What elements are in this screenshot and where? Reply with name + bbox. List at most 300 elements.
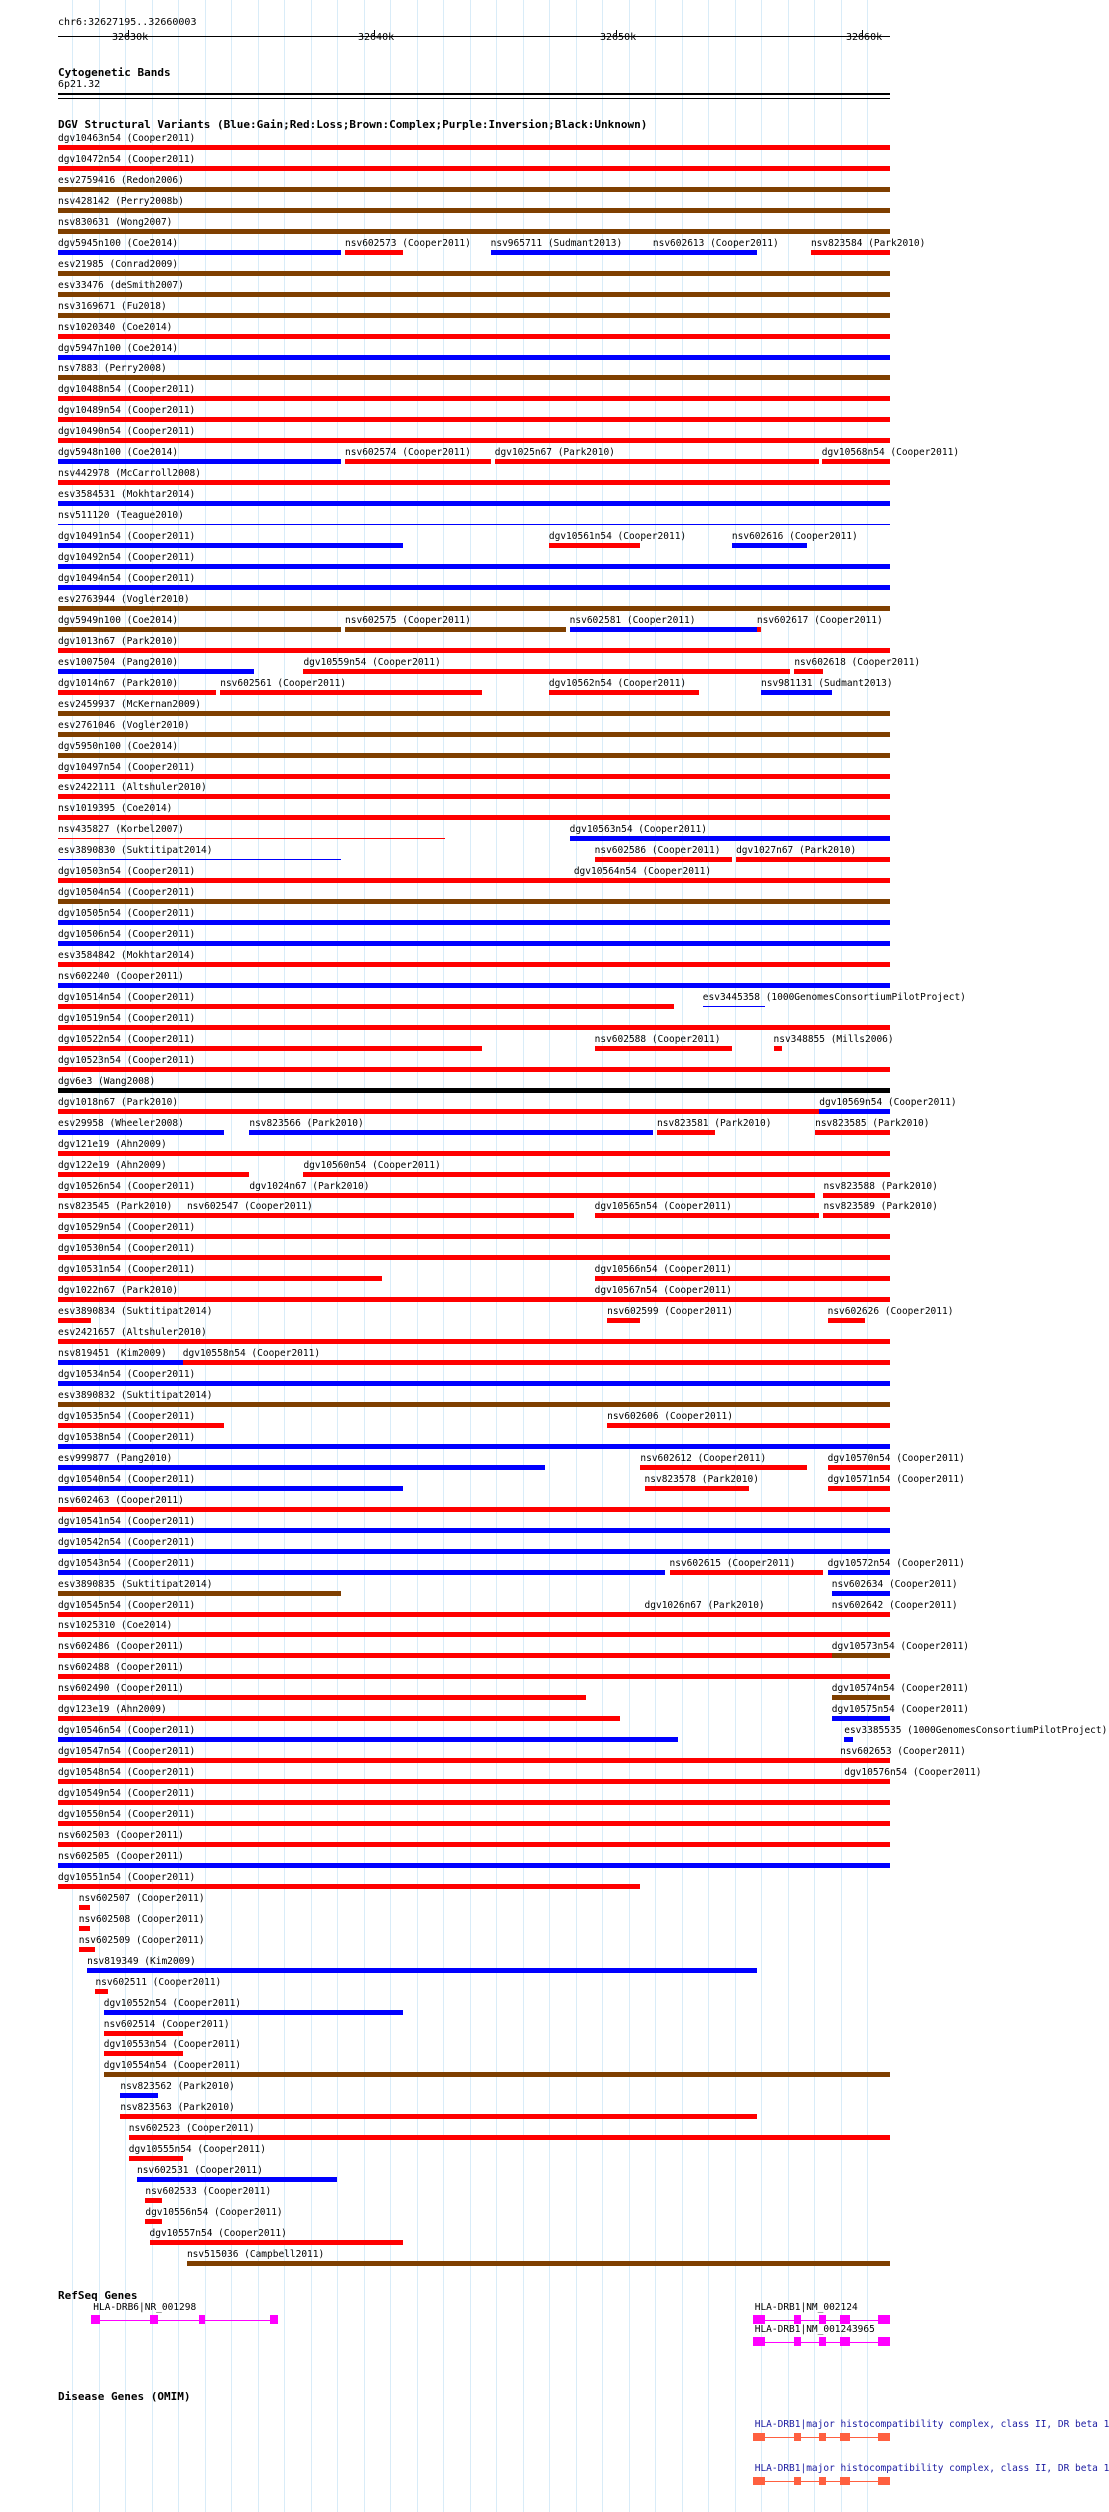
variant-bar[interactable]	[58, 334, 890, 339]
variant-bar[interactable]	[840, 1758, 890, 1763]
variant-label: dgv10565n54 (Cooper2011)	[594, 1201, 732, 1213]
variant-bar[interactable]	[58, 1800, 890, 1805]
variant-bar[interactable]	[104, 2031, 183, 2036]
variant-label: nsv830631 (Wong2007)	[58, 216, 173, 228]
cytoband-separator	[58, 98, 890, 99]
variant-label: nsv602575 (Cooper2011)	[345, 614, 471, 626]
variant-bar[interactable]	[104, 2010, 404, 2015]
variant-label: nsv602490 (Cooper2011)	[58, 1683, 184, 1695]
variant-label: dgv10523n54 (Cooper2011)	[58, 1054, 196, 1066]
variant-label: nsv602531 (Cooper2011)	[137, 2165, 263, 2177]
variant-bar[interactable]	[58, 1486, 403, 1491]
gene-exon[interactable]	[819, 2433, 826, 2441]
variant-bar[interactable]	[58, 145, 890, 150]
gene-exon[interactable]	[753, 2477, 765, 2485]
variant-label: nsv602581 (Cooper2011)	[569, 614, 696, 626]
variant-bar[interactable]	[58, 1758, 890, 1763]
variant-label: nsv602606 (Cooper2011)	[607, 1410, 733, 1422]
gene-exon[interactable]	[794, 2477, 801, 2485]
variant-label: dgv6e3 (Wang2008)	[58, 1075, 156, 1087]
variant-bar[interactable]	[58, 271, 890, 276]
variant-label: dgv10548n54 (Cooper2011)	[58, 1767, 196, 1779]
variant-label: esv2759416 (Redon2006)	[58, 174, 184, 186]
variant-label: dgv10522n54 (Cooper2011)	[58, 1033, 196, 1045]
variant-bar[interactable]	[58, 899, 890, 904]
variant-bar[interactable]	[815, 1130, 890, 1135]
variant-bar[interactable]	[120, 2114, 756, 2119]
variant-bar[interactable]	[58, 375, 890, 380]
variant-label: dgv10575n54 (Cooper2011)	[831, 1704, 970, 1716]
variant-bar[interactable]	[844, 1737, 852, 1742]
variant-bar[interactable]	[58, 1172, 249, 1177]
variant-bar[interactable]	[58, 606, 890, 611]
variant-bar[interactable]	[58, 1695, 586, 1700]
variant-bar[interactable]	[828, 1465, 890, 1470]
variant-bar[interactable]	[58, 1591, 341, 1596]
variant-label: dgv1022n67 (Park2010)	[58, 1285, 179, 1297]
variant-label: dgv10541n54 (Cooper2011)	[58, 1515, 196, 1527]
variant-bar[interactable]	[58, 1381, 890, 1386]
variant-label: nsv602561 (Cooper2011)	[220, 677, 347, 689]
variant-bar[interactable]	[58, 1737, 678, 1742]
variant-bar[interactable]	[58, 1360, 183, 1365]
variant-label: dgv10570n54 (Cooper2011)	[827, 1452, 965, 1464]
variant-bar[interactable]	[58, 1884, 640, 1889]
variant-label: dgv10550n54 (Cooper2011)	[58, 1809, 196, 1820]
gene-exon[interactable]	[753, 2337, 765, 2346]
variant-bar[interactable]	[640, 1465, 806, 1470]
variant-bar[interactable]	[823, 1193, 890, 1198]
variant-bar[interactable]	[832, 1591, 890, 1596]
variant-bar[interactable]	[137, 2177, 337, 2182]
variant-bar[interactable]	[794, 669, 823, 674]
variant-bar[interactable]	[828, 1318, 865, 1323]
cytoband-label: 6p21.32	[58, 79, 101, 90]
disease-gene-label: HLA-DRB1|major histocompatibility complex, class II, DR beta 1	[754, 2419, 1109, 2430]
variant-bar[interactable]	[345, 250, 403, 255]
variant-bar[interactable]	[58, 1004, 674, 1009]
gene-exon[interactable]	[199, 2315, 205, 2324]
variant-bar[interactable]	[58, 1151, 890, 1156]
variant-label: dgv1018n67 (Park2010)	[58, 1096, 179, 1108]
variant-bar[interactable]	[58, 438, 890, 443]
variant-bar[interactable]	[183, 1360, 890, 1365]
variant-bar[interactable]	[58, 501, 890, 506]
variant-label: dgv122e19 (Ahn2009)	[58, 1159, 167, 1171]
variant-label: esv2761046 (Vogler2010)	[58, 719, 190, 731]
variant-bar[interactable]	[595, 1046, 732, 1051]
variant-bar[interactable]	[832, 1695, 890, 1700]
variant-bar[interactable]	[145, 2198, 162, 2203]
variant-label: nsv819349 (Kim2009)	[87, 1955, 196, 1967]
variant-bar[interactable]	[345, 459, 491, 464]
location-label: chr6:32627195..32660003	[58, 17, 197, 28]
variant-label: nsv602618 (Cooper2011)	[794, 656, 921, 668]
variant-label: dgv10559n54 (Cooper2011)	[303, 656, 441, 668]
variant-label: nsv823589 (Park2010)	[823, 1201, 938, 1213]
variant-bar[interactable]	[657, 1130, 715, 1135]
variant-label: dgv10562n54 (Cooper2011)	[548, 677, 687, 689]
variant-label: nsv823585 (Park2010)	[815, 1117, 930, 1129]
variant-label: esv3890835 (Suktitipat2014)	[58, 1578, 213, 1590]
variant-label: dgv10573n54 (Cooper2011)	[831, 1641, 970, 1653]
gene-exon[interactable]	[270, 2315, 278, 2324]
variant-bar[interactable]	[104, 2072, 890, 2077]
variant-label: nsv602488 (Cooper2011)	[58, 1662, 184, 1674]
variant-label: dgv10554n54 (Cooper2011)	[103, 2060, 242, 2072]
variant-label: dgv10494n54 (Cooper2011)	[58, 572, 196, 584]
variant-label: dgv10547n54 (Cooper2011)	[58, 1746, 196, 1758]
variant-label: dgv10514n54 (Cooper2011)	[58, 991, 196, 1003]
variant-label: nsv7883 (Perry2008)	[58, 363, 167, 375]
variant-label: nsv823562 (Park2010)	[120, 2081, 235, 2093]
cytoband-bar[interactable]	[58, 93, 890, 95]
variant-bar[interactable]	[645, 1486, 749, 1491]
ruler-tick-label: 32630k	[112, 32, 149, 43]
variant-bar[interactable]	[58, 1193, 249, 1198]
variant-bar[interactable]	[79, 1947, 96, 1952]
variant-label: nsv602653 (Cooper2011)	[840, 1746, 966, 1758]
variant-label: dgv5949n100 (Coe2014)	[58, 614, 179, 626]
gene-exon[interactable]	[794, 2337, 801, 2346]
variant-bar[interactable]	[58, 524, 890, 525]
variant-bar[interactable]	[58, 690, 216, 695]
variant-bar[interactable]	[819, 1109, 890, 1114]
variant-bar[interactable]	[58, 983, 890, 988]
variant-label: esv3890834 (Suktitipat2014)	[58, 1306, 213, 1318]
variant-label: dgv10564n54 (Cooper2011)	[573, 866, 712, 878]
variant-bar[interactable]	[703, 1006, 765, 1007]
variant-bar[interactable]	[58, 648, 890, 653]
variant-bar[interactable]	[828, 1486, 890, 1491]
variant-bar[interactable]	[58, 1507, 890, 1512]
variant-label: dgv121e19 (Ahn2009)	[58, 1138, 167, 1150]
variant-bar[interactable]	[58, 1339, 890, 1344]
variant-bar[interactable]	[570, 627, 761, 632]
variant-bar[interactable]	[249, 1193, 815, 1198]
variant-bar[interactable]	[95, 1989, 107, 1994]
variant-bar[interactable]	[653, 250, 757, 255]
variant-bar[interactable]	[732, 543, 807, 548]
variant-label: nsv823588 (Park2010)	[823, 1180, 938, 1192]
variant-bar[interactable]	[58, 1779, 890, 1784]
variant-bar[interactable]	[58, 1653, 890, 1658]
gene-exon[interactable]	[794, 2315, 801, 2324]
variant-bar[interactable]	[58, 815, 890, 820]
variant-bar[interactable]	[58, 753, 890, 758]
variant-label: nsv1019395 (Coe2014)	[58, 803, 173, 815]
variant-label: dgv10535n54 (Cooper2011)	[58, 1410, 196, 1422]
variant-bar[interactable]	[58, 1423, 224, 1428]
variant-bar[interactable]	[570, 836, 890, 841]
variant-bar[interactable]	[823, 1213, 890, 1218]
variant-bar[interactable]	[58, 1632, 890, 1637]
variant-label: nsv602514 (Cooper2011)	[103, 2018, 230, 2030]
gene-exon[interactable]	[878, 2315, 890, 2324]
variant-label: nsv602642 (Cooper2011)	[831, 1599, 958, 1611]
variant-bar[interactable]	[58, 1674, 890, 1679]
variant-bar[interactable]	[79, 1905, 90, 1910]
variant-bar[interactable]	[491, 250, 657, 255]
variant-label: dgv10506n54 (Cooper2011)	[58, 929, 196, 941]
variant-label: dgv10492n54 (Cooper2011)	[58, 552, 196, 563]
variant-bar[interactable]	[58, 1318, 91, 1323]
ruler-axis	[58, 36, 890, 37]
variant-bar[interactable]	[844, 1779, 881, 1784]
variant-label: nsv1020340 (Coe2014)	[58, 321, 173, 333]
variant-label: nsv602505 (Cooper2011)	[58, 1850, 184, 1862]
variant-bar[interactable]	[736, 857, 890, 862]
variant-bar[interactable]	[58, 166, 890, 171]
variant-bar[interactable]	[549, 690, 699, 695]
variant-label: dgv10503n54 (Cooper2011)	[58, 866, 196, 878]
variant-label: dgv10552n54 (Cooper2011)	[103, 1997, 242, 2009]
variant-label: dgv10491n54 (Cooper2011)	[58, 531, 196, 543]
variant-bar[interactable]	[187, 2261, 890, 2266]
variant-bar[interactable]	[761, 690, 832, 695]
variant-label: nsv602574 (Cooper2011)	[345, 447, 471, 459]
variant-label: nsv602523 (Cooper2011)	[128, 2123, 255, 2135]
gene-exon[interactable]	[840, 2337, 850, 2346]
variant-label: nsv823584 (Park2010)	[810, 237, 926, 249]
variant-bar[interactable]	[58, 1088, 890, 1093]
variant-bar[interactable]	[757, 627, 761, 632]
variant-label: dgv10534n54 (Cooper2011)	[58, 1369, 196, 1381]
gene-exon[interactable]	[753, 2433, 765, 2441]
variant-bar[interactable]	[58, 1570, 665, 1575]
variant-label: dgv10563n54 (Cooper2011)	[569, 824, 707, 836]
variant-bar[interactable]	[595, 1213, 820, 1218]
variant-label: dgv10551n54 (Cooper2011)	[58, 1871, 196, 1883]
gene-exon[interactable]	[753, 2315, 765, 2324]
variant-label: esv2763944 (Vogler2010)	[58, 593, 190, 605]
variant-bar[interactable]	[828, 1570, 890, 1575]
variant-label: nsv1025310 (Coe2014)	[58, 1620, 173, 1632]
variant-label: dgv5950n100 (Coe2014)	[58, 740, 179, 752]
variant-label: nsv602573 (Cooper2011)	[345, 237, 471, 249]
variant-label: dgv10526n54 (Cooper2011)	[58, 1180, 196, 1192]
variant-label: dgv1014n67 (Park2010)	[58, 677, 179, 689]
variant-bar[interactable]	[595, 857, 732, 862]
variant-bar[interactable]	[58, 1067, 890, 1072]
gene-exon[interactable]	[819, 2315, 826, 2324]
variant-label: nsv602508 (Cooper2011)	[78, 1913, 205, 1925]
variant-bar[interactable]	[58, 920, 890, 925]
gene-label: HLA-DRB1|NM_002124	[754, 2302, 858, 2313]
variant-bar[interactable]	[150, 2240, 404, 2245]
variant-label: esv29958 (Wheeler2008)	[58, 1117, 184, 1129]
variant-label: nsv3169671 (Fu2018)	[58, 300, 167, 312]
variant-bar[interactable]	[495, 459, 819, 464]
variant-bar[interactable]	[811, 250, 890, 255]
variant-bar[interactable]	[58, 711, 890, 716]
gene-exon[interactable]	[819, 2477, 826, 2485]
variant-bar[interactable]	[58, 1549, 890, 1554]
ruler-tick-label: 32650k	[600, 32, 637, 43]
variant-bar[interactable]	[58, 355, 890, 360]
gene-label: HLA-DRB6|NR_001298	[93, 2302, 197, 2313]
variant-label: dgv10529n54 (Cooper2011)	[58, 1222, 196, 1234]
variant-bar[interactable]	[58, 627, 341, 632]
variant-label: nsv602486 (Cooper2011)	[58, 1641, 184, 1653]
variant-bar[interactable]	[774, 1046, 782, 1051]
variant-bar[interactable]	[58, 208, 890, 213]
variant-label: esv1007504 (Pang2010)	[58, 656, 179, 668]
variant-label: nsv819451 (Kim2009)	[58, 1348, 167, 1360]
gene-exon[interactable]	[878, 2433, 890, 2441]
variant-bar[interactable]	[58, 732, 890, 737]
variant-label: dgv123e19 (Ahn2009)	[58, 1704, 167, 1716]
variant-label: nsv511120 (Teague2010)	[58, 510, 184, 522]
variant-label: dgv10567n54 (Cooper2011)	[594, 1285, 732, 1297]
variant-label: esv2459937 (McKernan2009)	[58, 698, 201, 710]
variant-label: dgv10576n54 (Cooper2011)	[844, 1767, 982, 1779]
gene-exon[interactable]	[840, 2477, 850, 2485]
variant-label: nsv602599 (Cooper2011)	[607, 1306, 733, 1318]
variant-label: nsv602626 (Cooper2011)	[827, 1306, 954, 1318]
variant-bar[interactable]	[58, 292, 890, 297]
gene-exon[interactable]	[840, 2433, 850, 2441]
variant-bar[interactable]	[104, 2051, 183, 2056]
variant-bar[interactable]	[574, 878, 890, 883]
variant-bar[interactable]	[58, 1528, 890, 1533]
variant-bar[interactable]	[303, 669, 790, 674]
variant-bar[interactable]	[58, 794, 890, 799]
variant-bar[interactable]	[58, 1025, 890, 1030]
variant-label: nsv602615 (Cooper2011)	[669, 1557, 796, 1569]
variant-label: dgv10531n54 (Cooper2011)	[58, 1264, 196, 1276]
variant-label: esv33476 (deSmith2007)	[58, 279, 184, 291]
variant-bar[interactable]	[87, 1968, 757, 1973]
variant-bar[interactable]	[58, 543, 403, 548]
variant-bar[interactable]	[145, 2219, 162, 2224]
gene-exon[interactable]	[150, 2315, 158, 2324]
variant-bar[interactable]	[58, 1234, 890, 1239]
gene-exon[interactable]	[819, 2337, 826, 2346]
variant-label: esv21985 (Conrad2009)	[58, 258, 179, 270]
variant-bar[interactable]	[303, 1172, 890, 1177]
variant-bar[interactable]	[607, 1423, 890, 1428]
gene-exon[interactable]	[840, 2315, 850, 2324]
variant-bar[interactable]	[58, 1821, 890, 1826]
variant-bar[interactable]	[129, 2156, 183, 2161]
variant-bar[interactable]	[58, 1465, 545, 1470]
variant-label: nsv823578 (Park2010)	[644, 1473, 759, 1485]
variant-label: dgv10566n54 (Cooper2011)	[594, 1264, 732, 1276]
variant-label: esv3584531 (Mokhtar2014)	[58, 489, 196, 501]
variant-bar[interactable]	[187, 1213, 574, 1218]
variant-label: dgv1024n67 (Park2010)	[249, 1180, 370, 1192]
variant-label: dgv10490n54 (Cooper2011)	[58, 426, 196, 438]
variant-bar[interactable]	[58, 1130, 224, 1135]
variant-bar[interactable]	[58, 1402, 890, 1407]
variant-label: esv3385535 (1000GenomesConsortiumPilotProject)	[844, 1725, 1108, 1737]
variant-bar[interactable]	[58, 669, 254, 674]
gene-exon[interactable]	[91, 2315, 99, 2324]
variant-bar[interactable]	[249, 1130, 653, 1135]
variant-bar[interactable]	[58, 585, 890, 590]
variant-bar[interactable]	[58, 1444, 890, 1449]
variant-bar[interactable]	[58, 1863, 890, 1868]
variant-bar[interactable]	[79, 1926, 90, 1931]
variant-bar[interactable]	[58, 250, 341, 255]
variant-bar[interactable]	[58, 1109, 819, 1114]
variant-bar[interactable]	[58, 1276, 382, 1281]
variant-bar[interactable]	[58, 1046, 482, 1051]
gene-exon[interactable]	[878, 2477, 890, 2485]
variant-label: nsv602617 (Cooper2011)	[756, 614, 883, 626]
variant-bar[interactable]	[58, 941, 890, 946]
variant-bar[interactable]	[58, 417, 890, 422]
variant-bar[interactable]	[345, 627, 565, 632]
gene-exon[interactable]	[794, 2433, 801, 2441]
omim-track-title: Disease Genes (OMIM)	[58, 2390, 191, 2403]
variant-bar[interactable]	[58, 187, 890, 192]
variant-bar[interactable]	[58, 838, 445, 839]
variant-label: nsv602547 (Cooper2011)	[186, 1201, 313, 1213]
variant-bar[interactable]	[670, 1570, 824, 1575]
variant-bar[interactable]	[832, 1653, 890, 1658]
variant-label: dgv10543n54 (Cooper2011)	[58, 1557, 196, 1569]
variant-label: nsv823545 (Park2010)	[58, 1201, 173, 1213]
variant-bar[interactable]	[58, 396, 890, 401]
variant-bar[interactable]	[220, 690, 482, 695]
variant-label: nsv965711 (Sudmant2013)	[490, 237, 623, 249]
variant-bar[interactable]	[58, 229, 890, 234]
variant-label: dgv5948n100 (Coe2014)	[58, 447, 179, 459]
variant-label: dgv1026n67 (Park2010)	[644, 1599, 765, 1611]
variant-bar[interactable]	[58, 564, 890, 569]
variant-bar[interactable]	[58, 774, 890, 779]
variant-label: dgv10556n54 (Cooper2011)	[145, 2207, 283, 2219]
variant-bar[interactable]	[822, 459, 890, 464]
variant-bar[interactable]	[58, 1716, 620, 1721]
variant-bar[interactable]	[58, 962, 890, 967]
variant-bar[interactable]	[549, 543, 641, 548]
variant-bar[interactable]	[595, 1297, 890, 1302]
variant-label: nsv602240 (Cooper2011)	[58, 971, 184, 982]
variant-label: nsv435827 (Korbel2007)	[58, 824, 184, 836]
variant-label: dgv10571n54 (Cooper2011)	[827, 1473, 965, 1485]
variant-label: nsv823566 (Park2010)	[249, 1117, 364, 1129]
variant-label: dgv1025n67 (Park2010)	[494, 447, 615, 459]
variant-bar[interactable]	[58, 313, 890, 318]
variant-bar[interactable]	[58, 1255, 890, 1260]
variant-bar[interactable]	[832, 1612, 890, 1617]
variant-bar[interactable]	[58, 1213, 187, 1218]
variant-label: nsv348855 (Mills2006)	[773, 1033, 894, 1045]
variant-bar[interactable]	[120, 2093, 157, 2098]
variant-label: esv3445358 (1000GenomesConsortiumPilotProject)	[702, 991, 966, 1003]
variant-bar[interactable]	[58, 480, 890, 485]
variant-bar[interactable]	[645, 1612, 824, 1617]
variant-label: dgv10538n54 (Cooper2011)	[58, 1431, 196, 1443]
variant-bar[interactable]	[832, 1716, 890, 1721]
variant-label: esv2422111 (Altshuler2010)	[58, 782, 207, 794]
variant-bar[interactable]	[129, 2135, 890, 2140]
variant-label: nsv602463 (Cooper2011)	[58, 1494, 184, 1506]
variant-bar[interactable]	[58, 459, 341, 464]
variant-label: nsv602634 (Cooper2011)	[831, 1578, 958, 1590]
variant-bar[interactable]	[58, 1842, 890, 1847]
variant-label: dgv10569n54 (Cooper2011)	[819, 1096, 957, 1108]
variant-bar[interactable]	[58, 859, 341, 860]
variant-bar[interactable]	[595, 1276, 890, 1281]
variant-label: dgv5945n100 (Coe2014)	[58, 237, 179, 249]
variant-bar[interactable]	[607, 1318, 640, 1323]
variant-label: dgv10549n54 (Cooper2011)	[58, 1788, 196, 1800]
gene-exon[interactable]	[878, 2337, 890, 2346]
